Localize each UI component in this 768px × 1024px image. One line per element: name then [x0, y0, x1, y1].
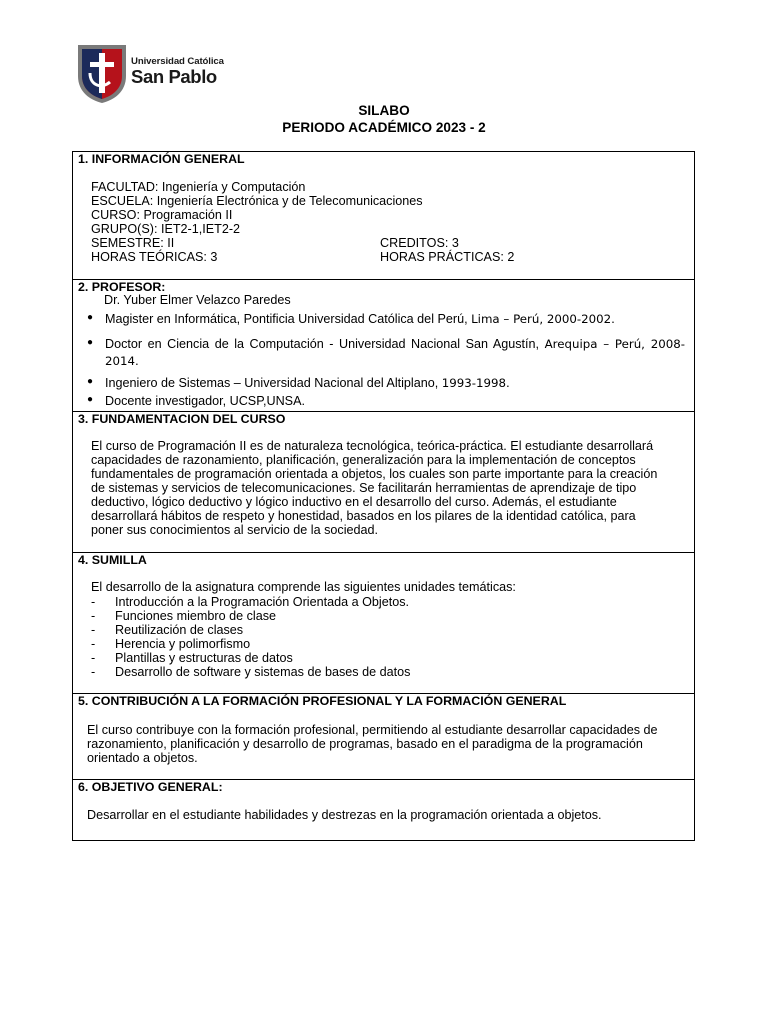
- shield-cross-icon: [76, 42, 128, 104]
- degree-place: Lima – Perú, 2000-2002.: [471, 312, 615, 326]
- summary-intro: El desarrollo de la asignatura comprende las siguientes unidades temáticas:: [91, 580, 516, 594]
- section-general-objective: [72, 779, 695, 841]
- degree-text: Docente investigador, UCSP,UNSA.: [105, 394, 305, 408]
- bullet-icon: ●: [87, 312, 94, 323]
- bullet-icon: ●: [87, 376, 94, 387]
- paragraph-line: desarrollará hábitos de respeto y honestidad, basados en los pilares de la identidad católica, para: [91, 509, 636, 523]
- section-general-info: [72, 151, 695, 279]
- section-heading: 6. OBJETIVO GENERAL:: [78, 780, 223, 794]
- paragraph-line: Desarrollar en el estudiante habilidades y destrezas en la programación orientada a objetos.: [87, 808, 602, 822]
- paragraph-line: capacidades de razonamiento, planificación, generalización para la implementación de conceptos: [91, 453, 636, 467]
- degree-text: Ingeniero de Sistemas – Universidad Nacional del Altiplano,: [105, 376, 442, 390]
- groups-field: GRUPO(S): IET2-1,IET2-2: [91, 222, 241, 236]
- section-professor: [72, 279, 695, 411]
- semester-field: SEMESTRE: II: [91, 236, 175, 250]
- document-title: SILABO: [358, 103, 410, 118]
- section-professional-contribution: [72, 693, 695, 779]
- bullet-icon: ●: [87, 394, 94, 405]
- paragraph-line: de sistemas y servicios de telecomunicaciones. Se facilitarán herramientas de aprendizaje de tipo: [91, 481, 637, 495]
- logo-university-label: Universidad Católica: [131, 56, 224, 67]
- section-heading: 4. SUMILLA: [78, 553, 147, 567]
- degree-text: Magister en Informática, Pontificia Universidad Católica del Perú,: [105, 312, 472, 326]
- section-heading: 3. FUNDAMENTACION DEL CURSO: [78, 412, 286, 426]
- logo-text: [131, 56, 224, 87]
- professor-name: Dr. Yuber Elmer Velazco Paredes: [104, 293, 291, 307]
- paragraph-line: razonamiento, planificación y desarrollo de programas, basado en el paradigma de la programación: [87, 737, 643, 751]
- degree-text: Doctor en Ciencia de la Computación - Universidad Nacional San Agustín,: [105, 337, 545, 351]
- faculty-field: FACULTAD: Ingeniería y Computación: [91, 180, 306, 194]
- course-field: CURSO: Programación II: [91, 208, 233, 222]
- section-summary: 4. SUMILLA El desarrollo de la asignatura comprende las siguientes unidades temáticas: - Introducción a la Programación Orientada a Objetos. - Funciones miembro de clase - Reutilización de clases - Herencia y polimorfismo - Plantillas y estructuras de datos - Desarrollo de software y sistemas de bases de datos: [72, 552, 695, 693]
- paragraph-line: El curso contribuye con la formación profesional, permitiendo al estudiante desarrollar capacidades de: [87, 723, 658, 737]
- paragraph-line: deductivo, lógico deductivo y lógico inductivo en el desarrollo del curso. Además, el estudiante: [91, 495, 617, 509]
- section-heading: 5. CONTRIBUCIÓN A LA FORMACIÓN PROFESIONAL Y LA FORMACIÓN GENERAL: [78, 694, 567, 708]
- paragraph-line: El curso de Programación II es de naturaleza tecnológica, teórica-práctica. El estudiante desarrollará: [91, 439, 654, 453]
- theory-hours-field: HORAS TEÓRICAS: 3: [91, 250, 218, 264]
- bullet-icon: ●: [87, 337, 94, 348]
- academic-period-title: PERIODO ACADÉMICO 2023 - 2: [282, 120, 486, 135]
- credits-field: CREDITOS: 3: [380, 236, 459, 250]
- section-course-foundation: [72, 411, 695, 552]
- logo-name-label: San Pablo: [131, 66, 217, 87]
- degree-place: 1993-1998.: [441, 376, 510, 390]
- paragraph-line: poner sus conocimientos al servicio de la sociedad.: [91, 523, 379, 537]
- section-heading: 2. PROFESOR:: [78, 280, 166, 294]
- school-field: ESCUELA: Ingeniería Electrónica y de Telecomunicaciones: [91, 194, 423, 208]
- paragraph-line: orientado a objetos.: [87, 751, 198, 765]
- section-heading: 1. INFORMACIÓN GENERAL: [78, 152, 245, 166]
- practice-hours-field: HORAS PRÁCTICAS: 2: [380, 250, 515, 264]
- paragraph-line: fundamentales de programación orientada a objetos, los cuales son parte importante para la creación: [91, 467, 658, 481]
- degree-place: Arequipa – Perú, 2008-2014.: [105, 337, 685, 368]
